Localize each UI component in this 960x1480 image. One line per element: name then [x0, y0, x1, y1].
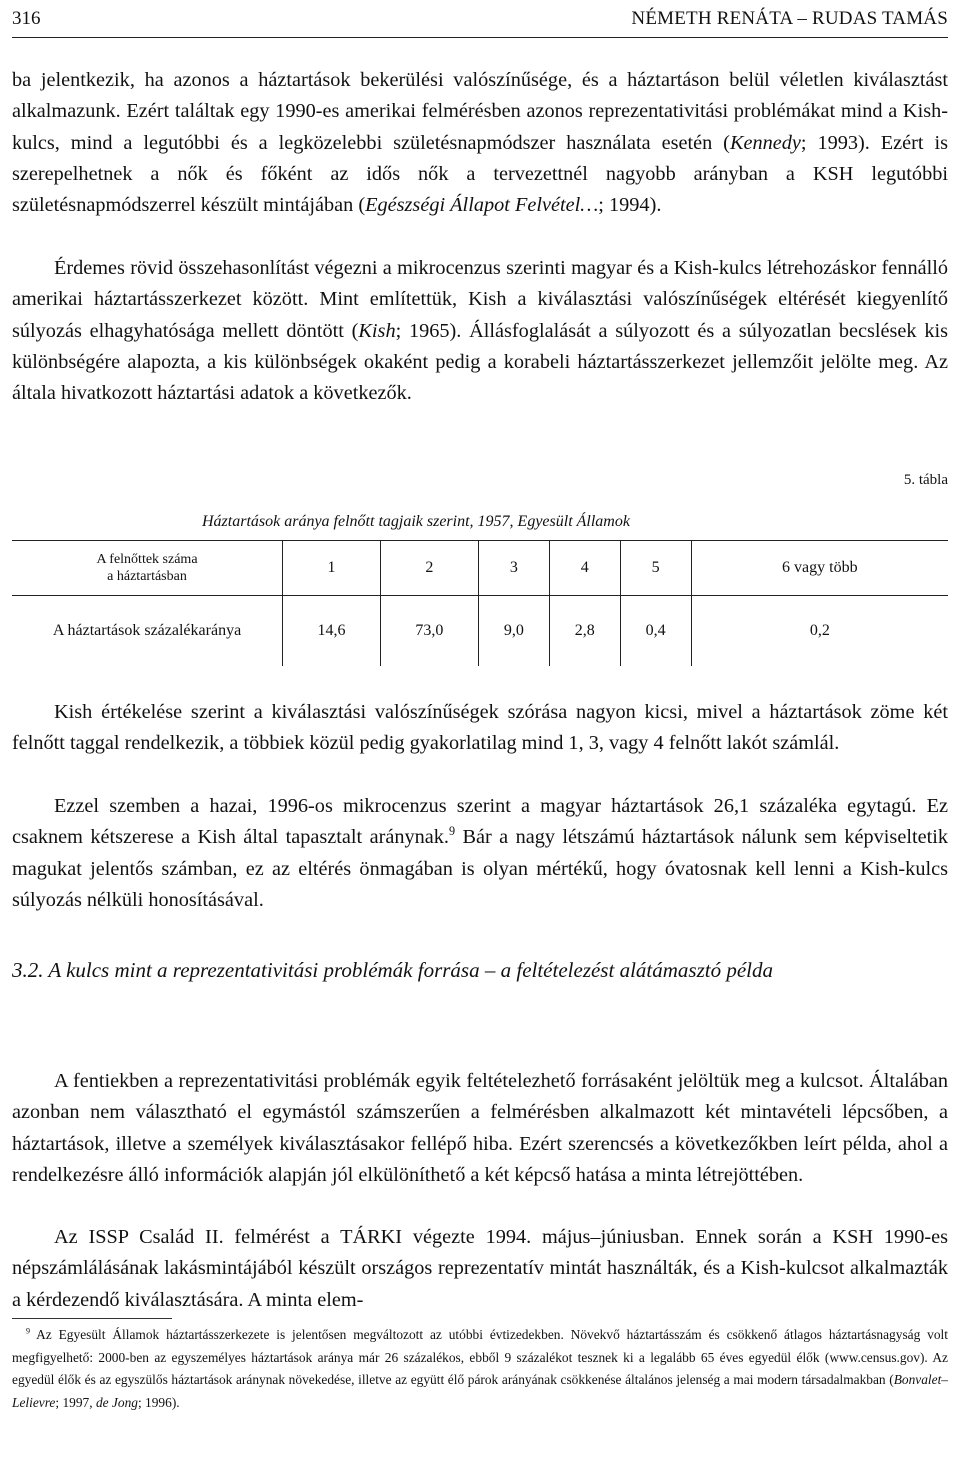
paragraph-1-text-b: ; 1993). Ezért is szerepelhetnek a nők és főként az idős nők a tervezettnél nagyobb arányban a KSH legutóbbi születésnapmódszerrel készült mintájában (	[12, 131, 949, 217]
table-col-6: 6 vagy több	[691, 541, 948, 596]
section-heading: 3.2. A kulcs mint a reprezentativitási problémák forrása – a feltételezést alátámasztó példa	[12, 958, 773, 982]
table-cell: 9,0	[478, 596, 549, 667]
paragraph-1	[12, 65, 948, 221]
citation-bonvalet: Bonvalet–Lelievre	[12, 1372, 948, 1410]
table-row-label: A háztartások százalékaránya	[52, 622, 242, 639]
paragraph-2-text-a: Érdemes rövid összehasonlítást végezni a mikrocenzus szerinti magyar és a Kish-kulcs létrehozáskor fennálló amerikai háztartásszerkezet között. Mint említettük, Kish a kiválasztási valószínűségek eltérését kiegyenlítő súlyozás elhagyhatósága mellett döntött (	[12, 257, 948, 342]
citation-kennedy: Kennedy	[729, 131, 801, 154]
table-col-1: 1	[283, 541, 381, 596]
table-caption: Háztartások aránya felnőtt tagjaik szerint, 1957, Egyesült Államok	[202, 513, 630, 530]
paragraph-4	[12, 791, 948, 916]
paragraph-4-text-a: Ezzel szemben a hazai, 1996-os mikrocenzus szerint a magyar háztartások 26,1 százaléka egytagú. Ez csaknem kétszerese a Kish által tapasztalt aránynak.	[12, 795, 948, 849]
paragraph-3: Kish értékelése szerint a kiválasztási valószínűségek szórása nagyon kicsi, mivel a háztartások zöme két felnőtt taggal rendelkezik, a többiek közül pedig gyakorlatilag mind 1, 3, vagy 4 felnőtt lakót számlál.	[12, 701, 948, 755]
paragraph-6: Az ISSP Család II. felmérést a TÁRKI végezte 1994. május–júniusban. Ennek során a KSH 1990-es népszámlálásának lakásmintájából készült országos reprezentatív mintát használták, és a Kish-kulcsot alkalmazták a kérdezendő kiválasztására. A minta elem-	[12, 1226, 948, 1311]
page-number: 316	[12, 8, 41, 29]
footnote-ref[interactable]: 9	[448, 824, 456, 839]
footnote-text-a: Az Egyesült Államok háztartásszerkezete is jelentősen megváltozott az utóbbi évtizedekben. Növekvő háztartásszám és csökkenő átlagos háztartásnagyság volt megfigyelhető: 2000-ben az egyszemélyes háztartások aránya már 26 százalékos, ebből 9 százalékot tesznek ki a legalább 65 éves egyedül élők (www.census.gov). Az egyedül élők és az egyszülős háztartások aránynak növekedése, illetve az együtt élő párok arányának csökkenése általános jelenség a mai modern társadalmakban (	[12, 1327, 948, 1388]
table-col-2: 2	[380, 541, 478, 596]
header-rule	[12, 37, 948, 38]
table-row	[12, 596, 948, 667]
footnote	[12, 1324, 948, 1414]
table-cell: 14,6	[283, 596, 381, 667]
citation-kish: Kish	[358, 319, 396, 342]
table-cell: 73,0	[380, 596, 478, 667]
table-col-3: 3	[478, 541, 549, 596]
paragraph-2-text-b: ; 1965). Állásfoglalását a súlyozott és a súlyozatlan becslések kis különbségére alapozta, a kis különbségek okaként pedig a korabeli háztartásszerkezet jellemzőit jelölte meg. Az általa hivatkozott háztartási adatok a következők.	[12, 319, 948, 405]
citation-de-jong: de Jong	[95, 1394, 138, 1410]
table-row-header	[12, 541, 283, 596]
table-cell: 0,4	[620, 596, 691, 667]
table-cell: 2,8	[549, 596, 620, 667]
table-header-row	[12, 541, 948, 596]
footnote-text-b: ; 1997,	[55, 1394, 96, 1410]
paragraph-4-text-b: Bár a nagy létszámú háztartások nálunk sem képviseltetik magukat jelentős számban, ez az eltérés önmagában is olyan mértékű, hogy óvatosnak kell lenni a Kish-kulcs súlyozás nélküli honosításával.	[12, 826, 948, 911]
paragraph-1-text-c: ; 1994).	[598, 194, 662, 217]
citation-egeszsegi: Egészségi Állapot Felvétel…	[365, 194, 599, 217]
table-number-label: 5. tábla	[903, 472, 948, 488]
table-col-4: 4	[549, 541, 620, 596]
table-col-5: 5	[620, 541, 691, 596]
footnote-mark: 9	[26, 1326, 31, 1336]
paragraph-2	[12, 253, 948, 409]
row-header-line-2: a háztartásban	[107, 569, 187, 584]
row-header-line-1: A felnőttek száma	[96, 552, 198, 567]
footnote-text-c: ; 1996).	[137, 1394, 180, 1410]
household-table	[12, 540, 948, 666]
paragraph-5: A fentiekben a reprezentativitási problémák egyik feltételezhető forrásaként jelöltük meg a kulcsot. Általában azonban nem választható el egymástól számszerűen a felmérésben alkalmazott két mintavételi lépcsőben, a háztartások, illetve a személyek kiválasztásakor fellépő hiba. Ezért szerencsés a következőkben leírt példa, ahol a rendelkezésre álló információk alapján jól elkülöníthető a két képcső hatása a minta létrejöttében.	[12, 1070, 948, 1186]
footnote-rule	[12, 1318, 172, 1319]
running-head-authors: NÉMETH RENÁTA – RUDAS TAMÁS	[631, 8, 948, 29]
paragraph-1-text-a: ba jelentkezik, ha azonos a háztartások bekerülési valószínűsége, és a háztartáson belül véletlen kiválasztást alkalmazunk. Ezért találtak egy 1990-es amerikai felmérésben azonos reprezentativitási problémákat mind a Kish-kulcs, mind a legutóbbi és a legközelebbi születésnapmódszer használata esetén (	[12, 69, 948, 154]
table-cell: 0,2	[691, 596, 948, 667]
running-header	[12, 8, 948, 36]
